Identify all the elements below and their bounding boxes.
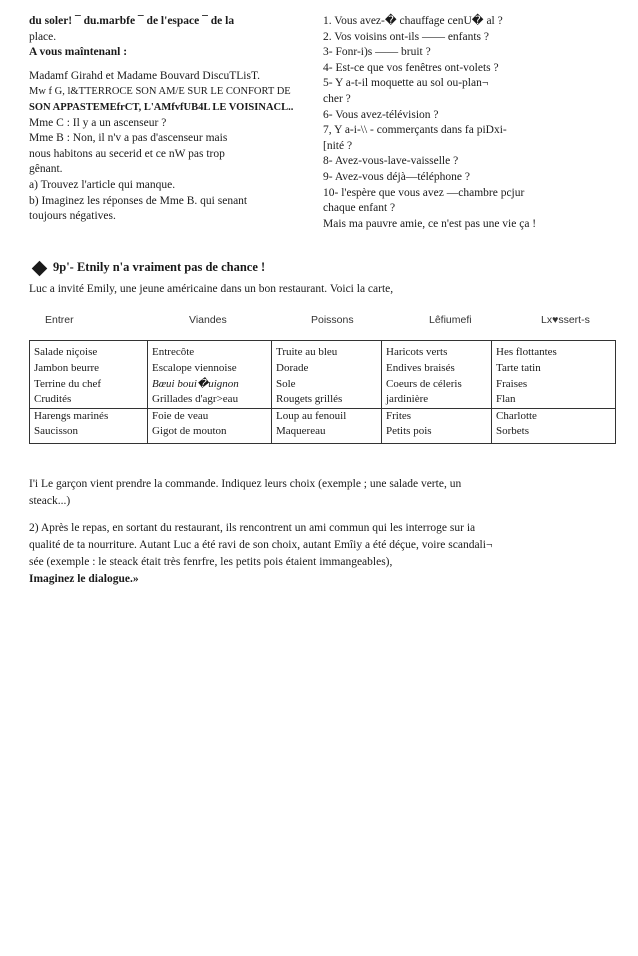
dialogue-line-b-1: Mme B : Non, il n'v a pas d'ascenseur mais [29, 132, 228, 145]
menu-cell: Bœui boui�uignon [148, 377, 272, 393]
menu-header-legumes: Lêfiumefi [429, 314, 472, 326]
menu-header-poissons: Poissons [311, 314, 354, 326]
menu-cell: Rougets grillés [272, 392, 382, 408]
instruction-a: a) Trouvez l'article qui manque. [29, 178, 176, 191]
exercise-heading [29, 260, 609, 276]
question-7: 7, Y a-i-\\ - commerçants dans fa piDxi- [323, 124, 507, 137]
dialogue-line-b-3: gênant. [29, 163, 63, 176]
menu-cell: Sorbets [492, 424, 616, 443]
left-line-6: Mw f G, l&TTERROCE SON AM/E SUR LE CONFORT DE [29, 86, 291, 98]
exercise-title: 9p'- Etnily n'a vraiment pas de chance ! [53, 260, 266, 274]
menu-cell: Saucisson [30, 424, 148, 443]
question-7-cont: [nité ? [323, 139, 353, 152]
menu-cell: jardinière [382, 392, 492, 408]
spacer [29, 510, 609, 520]
dialogue-line-c: Mme C : Il y a un ascenseur ? [29, 116, 167, 129]
question-6: 6- Vous avez-télévision ? [323, 108, 439, 121]
menu-cell: Harengs marinés [30, 408, 148, 424]
menu-cell: Entrecôte [148, 341, 272, 362]
table-row [30, 377, 616, 393]
left-line-blank [29, 61, 291, 69]
dialogue-line-b-2: nous habitons au secerid et ce nW pas trop [29, 147, 225, 160]
menu-cell: Coeurs de céleris [382, 377, 492, 393]
question-9: 9- Avez-vous déjà—téléphone ? [323, 170, 470, 183]
menu-header-entrees: Entrer [45, 314, 74, 326]
menu-header-desserts: Lx♥ssert-s [541, 314, 590, 326]
menu-cell: Dorade [272, 361, 382, 377]
menu-cell: Fraises [492, 377, 616, 393]
left-column [29, 14, 294, 225]
instruction-b-1: b) Imaginez les réponses de Mme B. qui senant [29, 194, 248, 207]
table-row [30, 408, 616, 424]
menu-cell: Gigot de mouton [148, 424, 272, 443]
menu-cell: Maquereau [272, 424, 382, 443]
left-line-1: du soler! ¯ du.marbfe ¯ de l'espace ¯ de la [29, 15, 235, 27]
menu-cell: Tarte tatin [492, 361, 616, 377]
question-5: 5- Y a-t-il moquette au sol ou-plan¬ [323, 77, 489, 90]
question-10: 10- l'espère que vous avez —chambre pcjur [323, 186, 525, 199]
menu-cell: Grillades d'agr>eau [148, 392, 272, 408]
question-1: 1. Vous avez-� chauffage cenU� al ? [323, 15, 503, 27]
question-part-2-line-1: 2) Après le repas, en sortant du restaurant, ils rencontrent un ami commun qui les interroge sur ia [29, 522, 476, 534]
question-part-2-line-3: sée (exemple : le steack était très fenrfre, les petits pois étaient immangeables), [29, 556, 393, 568]
left-line-7: SON APPASTEMEfrCT, L'AMfvfUB4L LE VOISINACL.. [29, 101, 294, 113]
instruction-b-2: toujours négatives. [29, 210, 116, 223]
menu-cell: Charlotte [492, 408, 616, 424]
exercise-intro: Luc a invité Emily, une jeune américaine dans un bon restaurant. Voici la carte, [29, 282, 394, 295]
table-row [30, 392, 616, 408]
diamond-bullet-icon [32, 260, 48, 276]
question-part-1-line-2: steack...) [29, 495, 71, 507]
question-part-1-line-1: I'i Le garçon vient prendre la commande. Indiquez leurs choix (exemple ; une salade verte, un [29, 478, 462, 490]
table-row [30, 341, 616, 362]
menu-cell: Hes flottantes [492, 341, 616, 362]
menu-cell: Haricots verts [382, 341, 492, 362]
menu-cell: Terrine du chef [30, 377, 148, 393]
question-8: 8- Avez-vous-lave-vaisselle ? [323, 155, 459, 168]
left-line-2: place. [29, 30, 57, 43]
menu-cell: Frites [382, 408, 492, 424]
question-2: 2. Vos voisins ont-ils —— enfants ? [323, 30, 490, 43]
right-column [323, 14, 623, 232]
menu-cell: Crudités [30, 392, 148, 408]
question-5-cont: cher ? [323, 92, 351, 105]
menu-cell: Truite au bleu [272, 341, 382, 362]
questions-section [29, 476, 609, 571]
section-heading-a-vous: A vous maîntenanl : [29, 46, 128, 59]
question-3: 3- Fonr-i)s —— bruit ? [323, 46, 431, 59]
menu-cell: Petits pois [382, 424, 492, 443]
menu-cell: Escalope viennoise [148, 361, 272, 377]
left-line-5: Madamf Girahd et Madame Bouvard DiscuTLisT. [29, 69, 260, 82]
table-row [30, 361, 616, 377]
exercise-section [29, 260, 609, 297]
table-row [30, 424, 616, 443]
menu-cell: Sole [272, 377, 382, 393]
menu-table [29, 340, 616, 444]
menu-cell: Foie de veau [148, 408, 272, 424]
menu-cell: Flan [492, 392, 616, 408]
question-10-cont: chaque enfant ? [323, 202, 396, 215]
menu-cell: Loup au fenouil [272, 408, 382, 424]
question-part-2-line-2: qualité de ta nourriture. Autant Luc a été ravi de son choix, autant Emîiy a été déçue, voire scandali¬ [29, 539, 493, 551]
menu-cell: Jambon beurre [30, 361, 148, 377]
final-instruction: Imaginez le dialogue.» [29, 573, 139, 585]
question-4: 4- Est-ce que vos fenêtres ont-volets ? [323, 61, 499, 74]
menu-cell: Endives braisés [382, 361, 492, 377]
menu-cell: Salade niçoise [30, 341, 148, 362]
closing-remark: Mais ma pauvre amie, ce n'est pas une vie ça ! [323, 217, 537, 230]
menu-header-viandes: Viandes [189, 314, 227, 326]
